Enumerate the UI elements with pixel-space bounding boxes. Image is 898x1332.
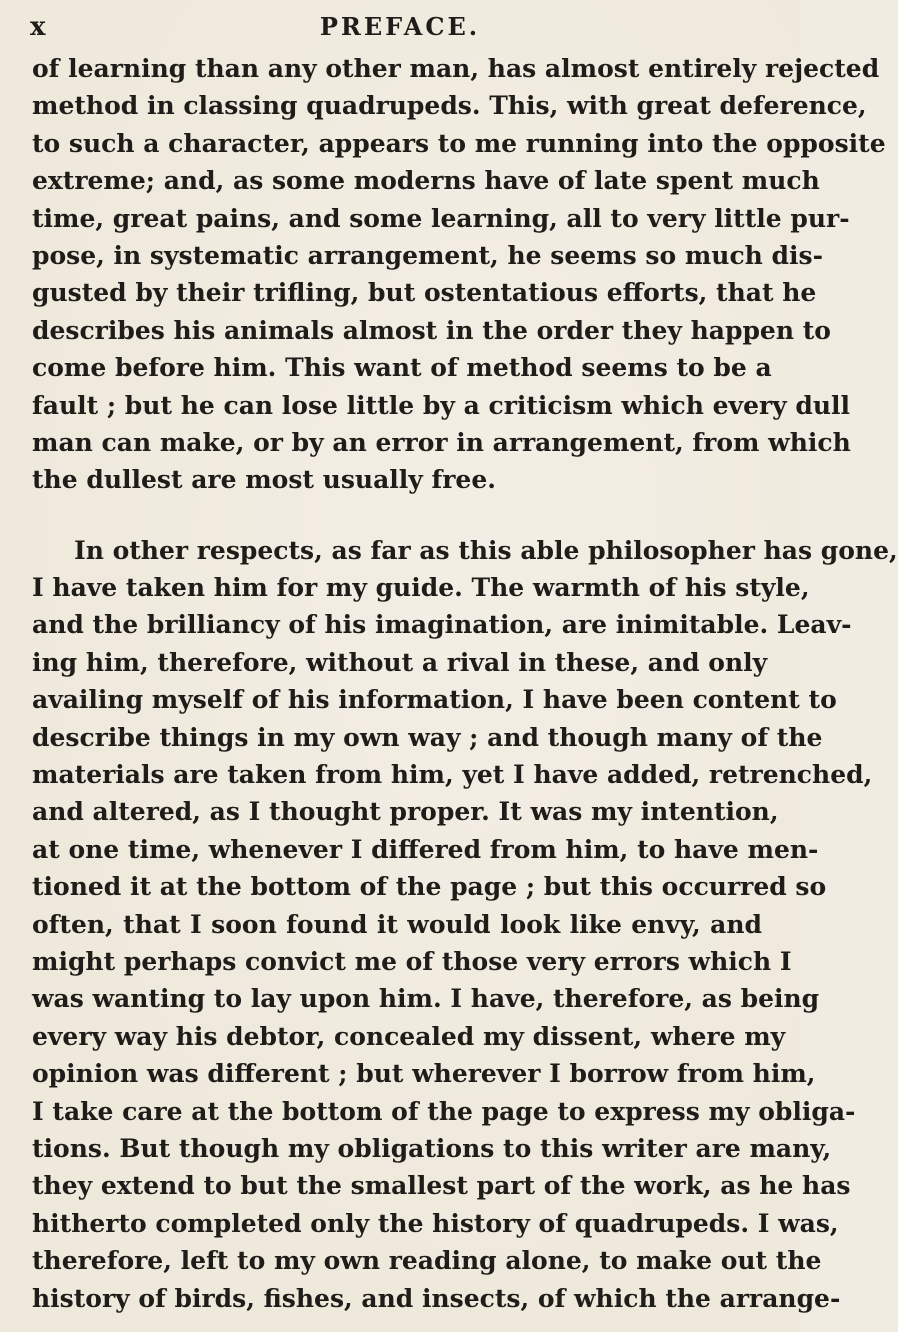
text-line: every way his debtor, concealed my dissent, where my (32, 1021, 786, 1051)
page-number: x (30, 12, 46, 42)
text-line: describe things in my own way ; and though many of the (32, 722, 823, 752)
text-line: extreme; and, as some moderns have of late spent much (32, 166, 820, 196)
running-head-title: PREFACE. (319, 12, 481, 41)
text-line: they extend to but the smallest part of the work, as he has (32, 1171, 851, 1201)
body-text (32, 50, 898, 1317)
text-line: tions. But though my obligations to this writer are many, (32, 1133, 832, 1163)
text-line: and the brilliancy of his imagination, are inimitable. Leav- (32, 610, 852, 640)
paragraph-gap (32, 499, 762, 532)
paragraph-1 (32, 50, 886, 499)
text-line: history of birds, fishes, and insects, of which the arrange- (32, 1283, 841, 1313)
text-line: describes his animals almost in the order they happen to (32, 315, 831, 345)
text-line: the dullest are most usually free. (32, 465, 496, 495)
text-line: therefore, left to my own reading alone, to make out the (32, 1246, 822, 1276)
text-line: In other respects, as far as this able philosopher has gone, (74, 535, 898, 565)
text-line: I have taken him for my guide. The warmth of his style, (32, 573, 810, 603)
text-line: fault ; but he can lose little by a criticism which every dull (32, 390, 851, 420)
text-line: availing myself of his information, I have been content to (32, 685, 837, 715)
text-line: materials are taken from him, yet I have added, retrenched, (32, 760, 873, 790)
text-line: was wanting to lay upon him. I have, therefore, as being (32, 984, 820, 1014)
text-line: ing him, therefore, without a rival in these, and only (32, 647, 768, 677)
text-line: man can make, or by an error in arrangement, from which (32, 427, 851, 457)
text-line: and altered, as I thought proper. It was my intention, (32, 797, 779, 827)
text-line: pose, in systematic arrangement, he seems so much dis- (32, 240, 823, 270)
text-line: opinion was different ; but wherever I borrow from him, (32, 1059, 816, 1089)
text-line: gusted by their trifling, but ostentatious efforts, that he (32, 278, 817, 308)
text-line: I take care at the bottom of the page to express my obliga- (32, 1096, 856, 1126)
text-line: of learning than any other man, has almost entirely rejected (32, 54, 880, 83)
text-line: to such a character, appears to me running into the opposite (32, 128, 886, 158)
text-line: come before him. This want of method seems to be a (32, 353, 772, 383)
text-line: might perhaps convict me of those very errors which I (32, 946, 792, 976)
text-line: often, that I soon found it would look like envy, and (32, 909, 762, 939)
text-line: method in classing quadrupeds. This, with great deference, (32, 91, 867, 121)
running-head (0, 10, 800, 50)
paragraph-2 (32, 532, 898, 1317)
text-line: at one time, whenever I differed from him, to have men- (32, 834, 819, 864)
text-line: tioned it at the bottom of the page ; but this occurred so (32, 872, 827, 902)
text-line: time, great pains, and some learning, all to very little pur- (32, 203, 850, 233)
text-line: hitherto completed only the history of quadrupeds. I was, (32, 1208, 839, 1238)
